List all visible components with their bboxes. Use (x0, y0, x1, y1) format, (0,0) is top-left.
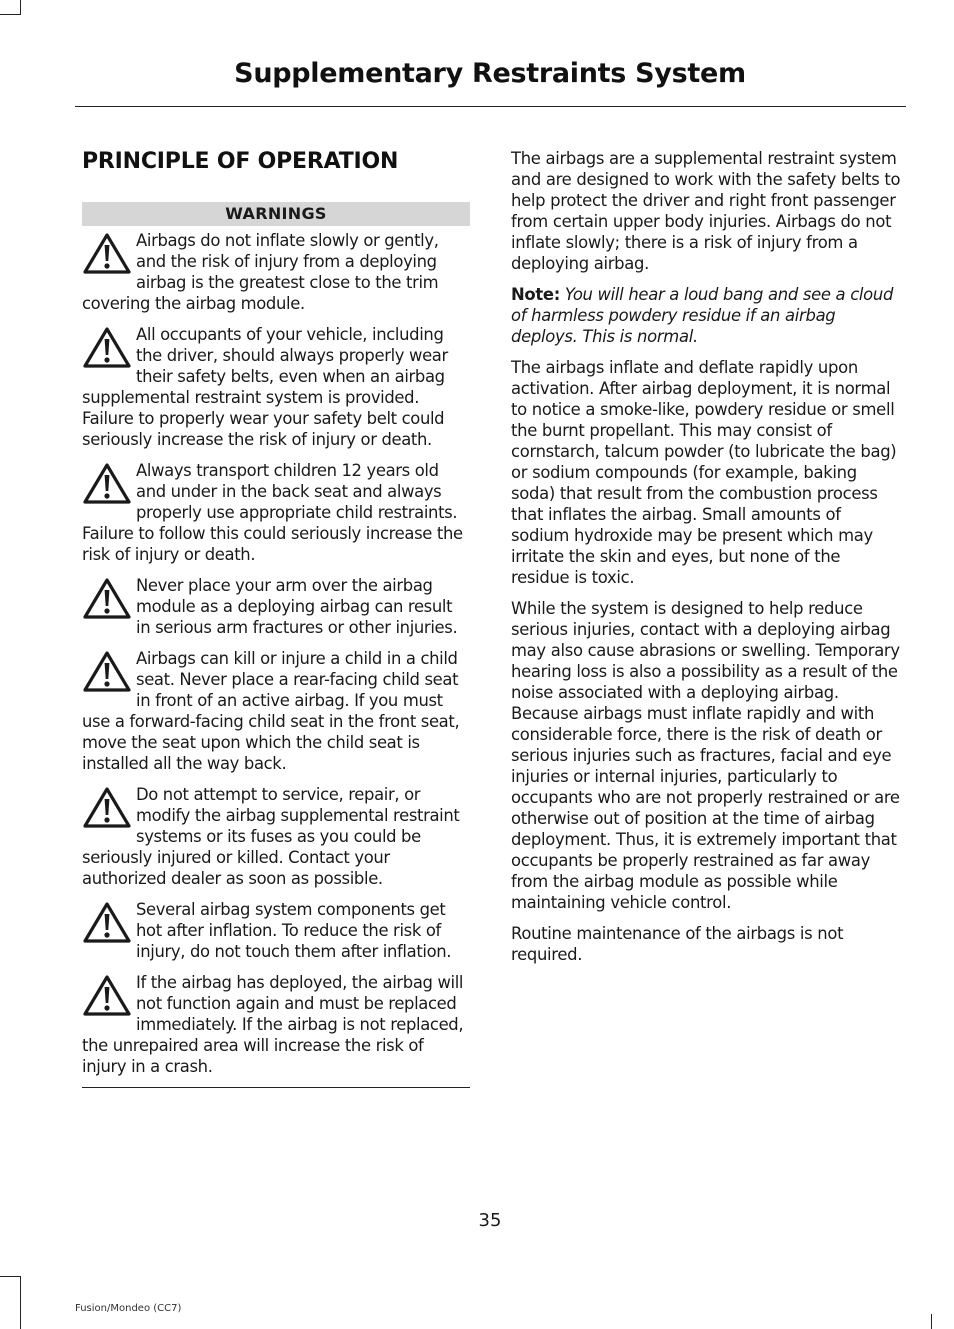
note-label: Note: (511, 285, 560, 304)
paragraph: While the system is designed to help reduce serious injuries, contact with a deploying airbag may also cause abrasions or swelling. Temporary hearing loss is also a possibility as a result of the noise associated with a deploying airbag. Because airbags must inflate rapidly and with considerable force, there is the risk of death or serious injuries such as fractures, facial and eye injuries or internal injuries, particularly to occupants who are not properly restrained or are otherwise out of position at the time of airbag deployment. Thus, it is extremely important that occupants be properly restrained as far away from the airbag module as possible while maintaining vehicle control. (511, 599, 900, 912)
note (511, 284, 903, 347)
crop-mark (931, 1314, 932, 1329)
page-number: 35 (478, 1210, 502, 1231)
warning-text: Airbags can kill or injure a child in a child seat. Never place a rear-facing child seat in front of an active airbag. If you must use a forward-facing child seat in the front seat, move the seat upon which the child seat is installed all the way back. (82, 649, 460, 773)
section-heading: PRINCIPLE OF OPERATION (82, 149, 399, 174)
warning-item (82, 230, 470, 314)
note-text: You will hear a loud bang and see a cloud of harmless powdery residue if an airbag deploys. This is normal. (511, 285, 894, 346)
warning-item (82, 899, 470, 962)
paragraph: The airbags are a supplemental restraint system and are designed to work with the safety belts to help protect the driver and right front passenger from certain upper body injuries. Airbags do not inflate slowly; there is a risk of injury from a deploying airbag. (511, 149, 901, 273)
footer-model: Fusion/Mondeo (CC7) (75, 1303, 182, 1314)
warning-triangle-icon (82, 786, 132, 830)
paragraph: The airbags inflate and deflate rapidly upon activation. After airbag deployment, it is normal to notice a smoke-like, powdery residue or smell the burnt propellant. This may consist of cornstarch, talcum powder (to lubricate the bag) or sodium compounds (for example, baking soda) that result from the combustion process that inflates the airbag. Small amounts of sodium hydroxide may be present which may irritate the skin and eyes, but none of the residue is toxic. (511, 358, 897, 587)
warning-item (82, 575, 470, 638)
warning-item (82, 972, 470, 1077)
warning-text: Several airbag system components get hot after inflation. To reduce the risk of injury, do not touch them after inflation. (136, 900, 452, 961)
warning-triangle-icon (82, 462, 132, 506)
warning-triangle-icon (82, 974, 132, 1018)
warning-item (82, 648, 470, 774)
warning-text: All occupants of your vehicle, including the driver, should always properly wear their safety belts, even when an airbag supplemental restraint system is provided. Failure to properly wear your safety belt could seriously increase the risk of injury or death. (82, 325, 448, 449)
crop-mark (0, 1276, 20, 1277)
warning-triangle-icon (82, 901, 132, 945)
warning-text: Do not attempt to service, repair, or modify the airbag supplemental restraint systems or its fuses as you could be seriously injured or killed. Contact your authorized dealer as soon as possible. (82, 785, 460, 888)
crop-mark (20, 0, 21, 15)
warnings-end-rule (82, 1087, 470, 1088)
left-column (82, 148, 470, 1088)
warning-item (82, 460, 470, 565)
warning-text: Never place your arm over the airbag module as a deploying airbag can result in serious arm fractures or other injuries. (136, 576, 458, 637)
warning-triangle-icon (82, 577, 132, 621)
warning-triangle-icon (82, 232, 132, 276)
warning-item (82, 784, 470, 889)
warning-triangle-icon (82, 650, 132, 694)
warning-text: Always transport children 12 years old and under in the back seat and always properly use appropriate child restraints. Failure to follow this could seriously increase the risk of injury or death. (82, 461, 463, 564)
page-header-title: Supplementary Restraints System (234, 58, 746, 89)
warning-text: If the airbag has deployed, the airbag will not function again and must be replaced immediately. If the airbag is not replaced, the unrepaired area will increase the risk of injury in a crash. (82, 973, 464, 1076)
header-rule (75, 106, 906, 107)
warnings-list (82, 230, 470, 1077)
warning-item (82, 324, 470, 450)
right-column (511, 148, 903, 975)
warnings-label: WARNINGS (82, 202, 470, 226)
paragraph: Routine maintenance of the airbags is not required. (511, 924, 844, 964)
warning-triangle-icon (82, 326, 132, 370)
crop-mark (20, 1276, 21, 1329)
warning-text: Airbags do not inflate slowly or gently, and the risk of injury from a deploying airbag is the greatest close to the trim covering the airbag module. (82, 231, 439, 313)
crop-mark (0, 14, 20, 15)
